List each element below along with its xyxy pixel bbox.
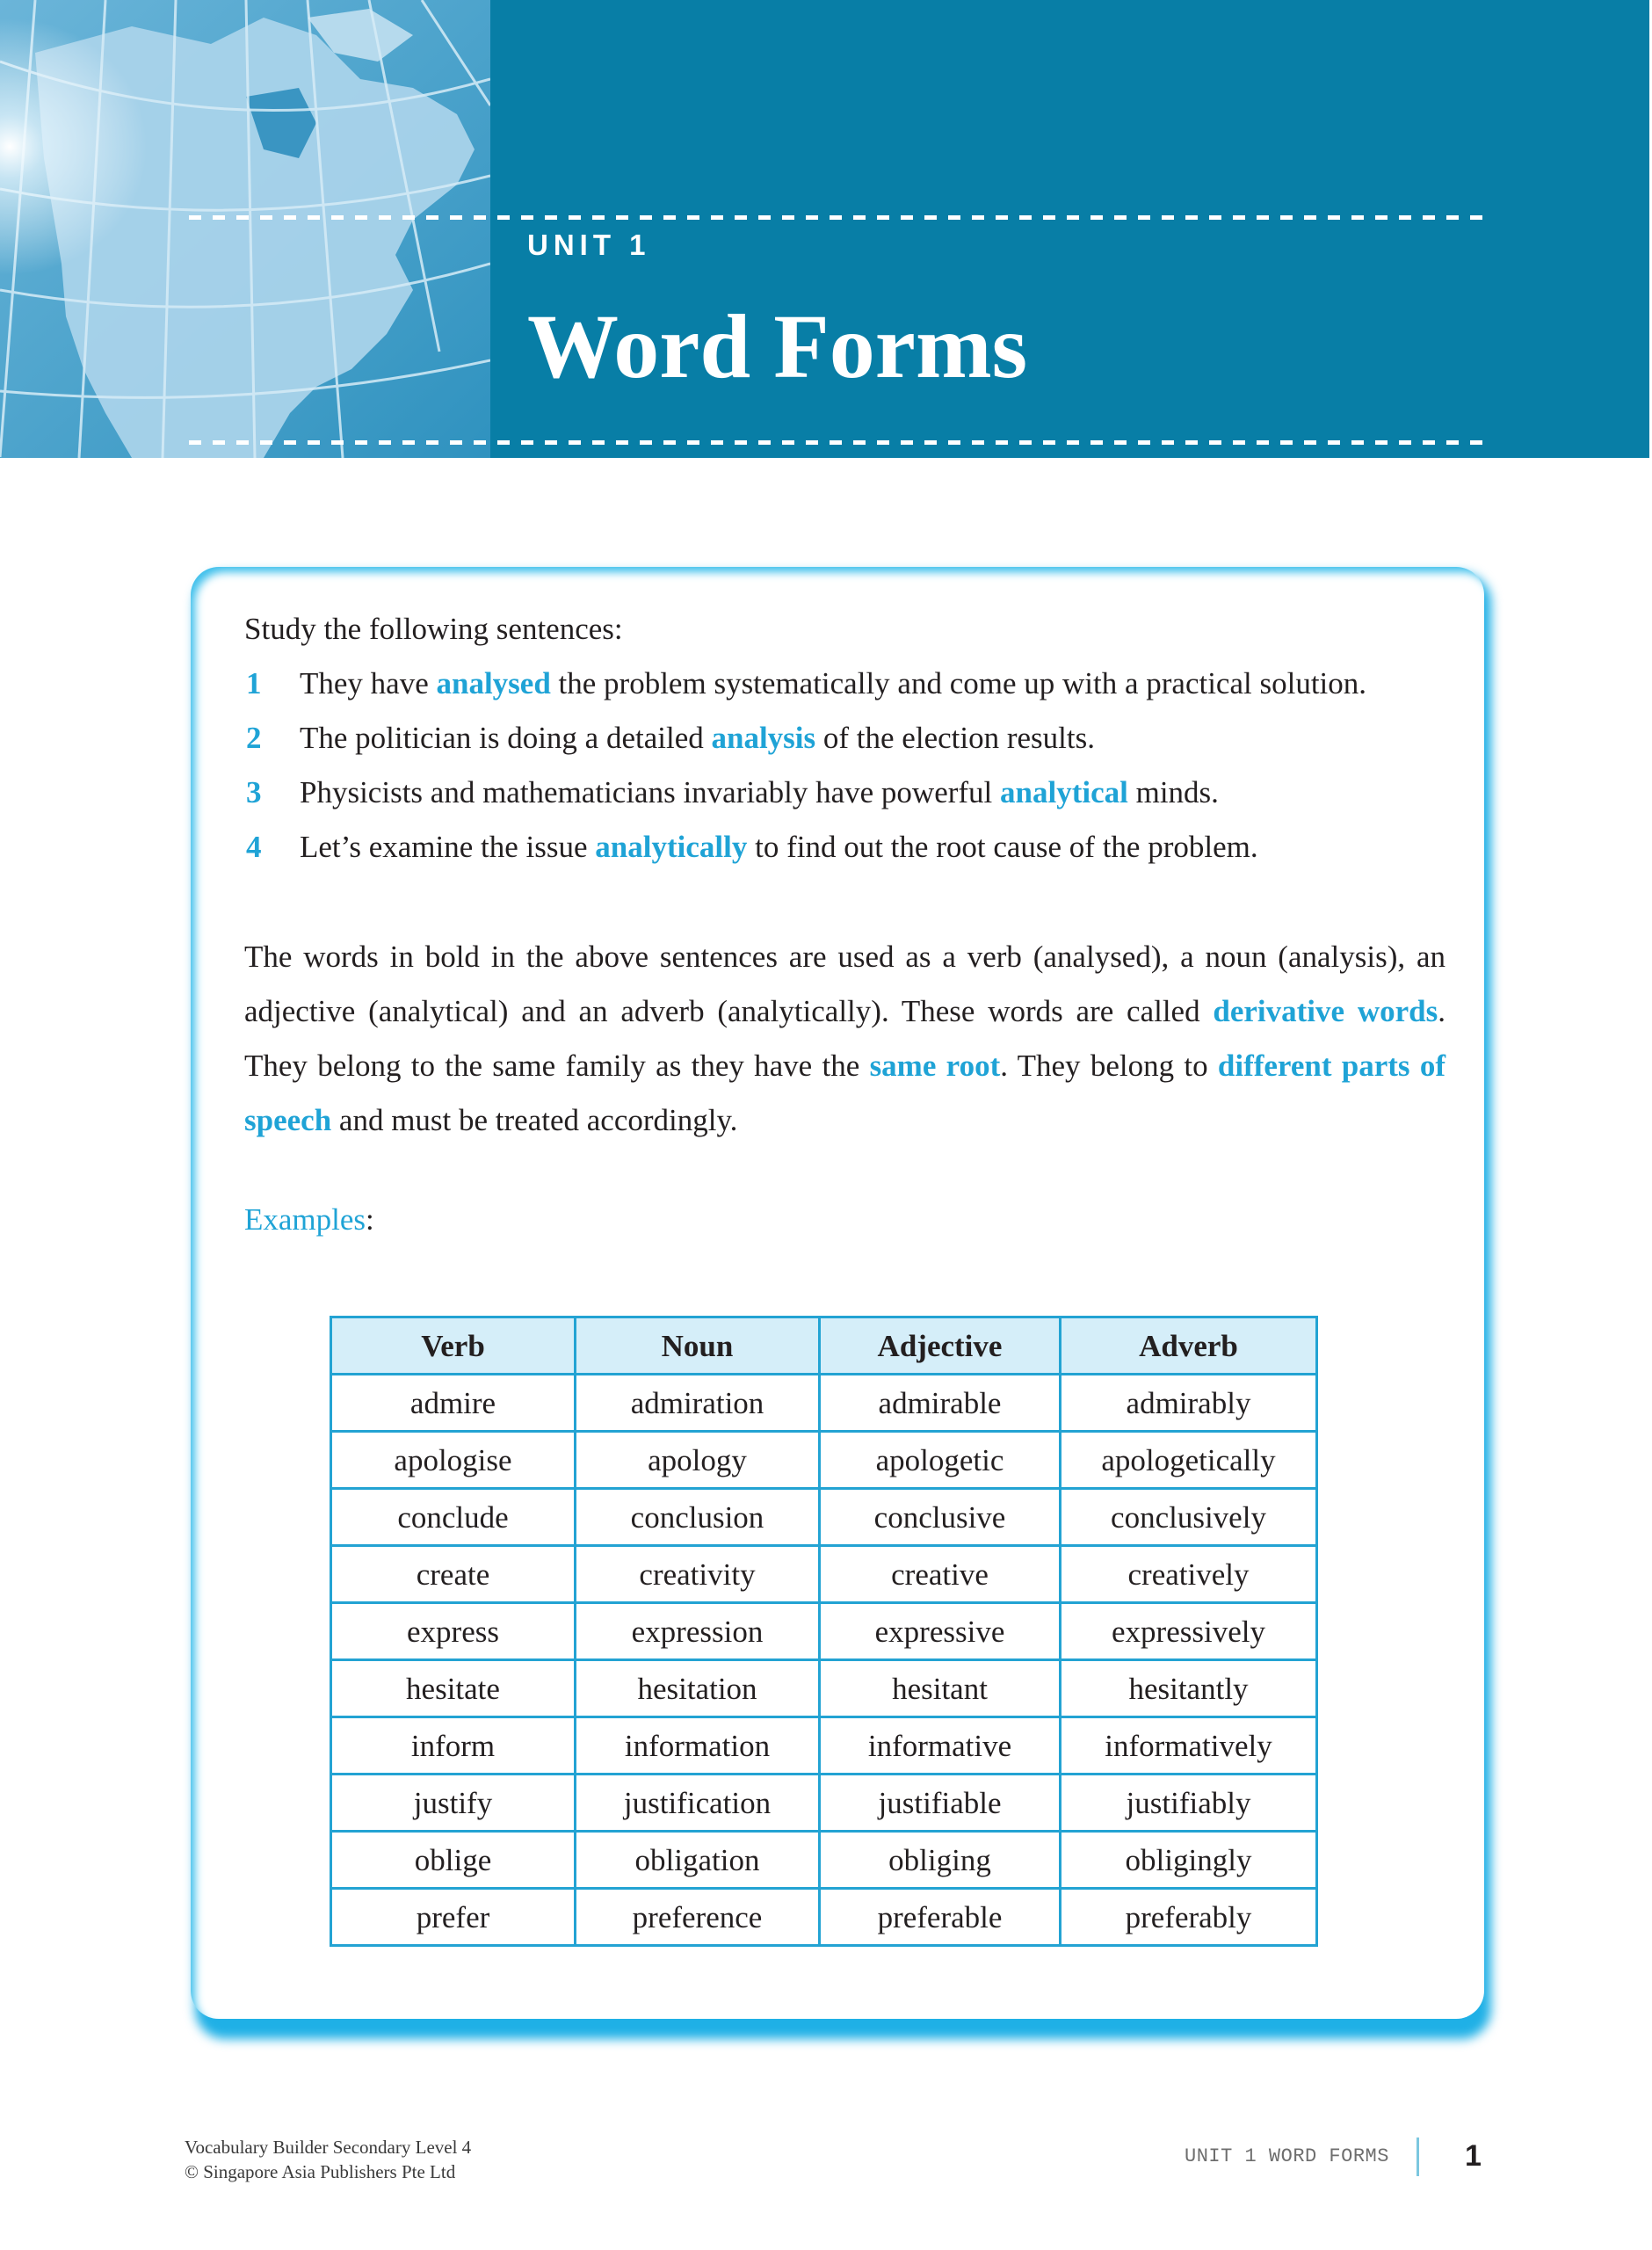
sentence-text <box>300 777 1219 808</box>
table-row <box>331 1660 1317 1717</box>
intro-text: Study the following sentences: <box>244 612 623 646</box>
table-cell: preference <box>576 1889 820 1946</box>
footer-copyright: © Singapore Asia Publishers Pte Ltd <box>185 2161 456 2182</box>
examples-label: Examples <box>244 1202 366 1237</box>
paragraph-text: and must be treated accordingly. <box>331 1103 738 1137</box>
table-cell: oblige <box>331 1832 576 1889</box>
table-cell: obliging <box>820 1832 1061 1889</box>
table-cell: creative <box>820 1546 1061 1603</box>
table-cell: inform <box>331 1717 576 1775</box>
table-cell: preferably <box>1061 1889 1317 1946</box>
highlighted-word: analytical <box>1000 775 1128 809</box>
sentence-number: 1 <box>246 666 262 700</box>
dashed-divider-bottom <box>189 440 1486 445</box>
table-cell: apologise <box>331 1432 576 1489</box>
table-cell: create <box>331 1546 576 1603</box>
table-row <box>331 1603 1317 1660</box>
table-row <box>331 1546 1317 1603</box>
footer-credits <box>185 2135 471 2184</box>
sentence-text-after: minds. <box>1127 775 1219 809</box>
sentence-text <box>300 668 1366 699</box>
table-cell: informatively <box>1061 1717 1317 1775</box>
table-cell: admirably <box>1061 1375 1317 1432</box>
paragraph-text: . They belong to <box>1000 1049 1218 1083</box>
footer-running-head: UNIT 1 WORD FORMS <box>1185 2145 1389 2167</box>
table-cell: conclusively <box>1061 1489 1317 1546</box>
table-cell: justification <box>576 1775 820 1832</box>
table-cell: expressive <box>820 1603 1061 1660</box>
table-cell: obligingly <box>1061 1832 1317 1889</box>
highlighted-word: analysed <box>436 666 551 700</box>
key-term-parts-of-speech: different parts of speech <box>244 1049 1446 1137</box>
sentence-text-after: to find out the root cause of the problem. <box>747 830 1258 864</box>
table-row <box>331 1717 1317 1775</box>
paragraph-text: The words in bold in the above sentences are used as a verb (analysed), a noun (analysis), an adjective (analytical) and an adverb (analytically). These words are called <box>244 940 1446 1028</box>
sentence-number: 3 <box>246 775 262 809</box>
table-row <box>331 1889 1317 1946</box>
table-row <box>331 1489 1317 1546</box>
page-title: Word Forms <box>527 296 1028 397</box>
dashed-divider-top <box>189 215 1486 220</box>
table-cell: expression <box>576 1603 820 1660</box>
table-cell: admiration <box>576 1375 820 1432</box>
column-header-verb: Verb <box>331 1317 576 1375</box>
table-cell: apologetic <box>820 1432 1061 1489</box>
table-header-row <box>331 1317 1317 1375</box>
column-header-noun: Noun <box>576 1317 820 1375</box>
sentence-text <box>300 831 1258 862</box>
sentence-number: 2 <box>246 721 262 755</box>
paragraph-text: . They belong to the same family as they have the <box>244 994 1446 1083</box>
examples-colon: : <box>366 1202 374 1237</box>
table-cell: conclusion <box>576 1489 820 1546</box>
table-cell: apologetically <box>1061 1432 1317 1489</box>
sentence-text-before: The politician is doing a detailed <box>300 721 712 755</box>
footer-divider <box>1417 2138 1419 2176</box>
sentence-text-after: of the election results. <box>815 721 1095 755</box>
unit-banner <box>0 0 1649 458</box>
table-cell: hesitantly <box>1061 1660 1317 1717</box>
table-cell: admire <box>331 1375 576 1432</box>
highlighted-word: analytically <box>595 830 748 864</box>
table-cell: conclusive <box>820 1489 1061 1546</box>
table-row <box>331 1432 1317 1489</box>
column-header-adverb: Adverb <box>1061 1317 1317 1375</box>
globe-north-america-icon <box>0 0 490 458</box>
explanation-paragraph <box>244 930 1446 1148</box>
sentence-number: 4 <box>246 830 262 864</box>
sentence-text-before: Let’s examine the issue <box>300 830 596 864</box>
footer-book-title: Vocabulary Builder Secondary Level 4 <box>185 2137 472 2158</box>
table-cell: information <box>576 1717 820 1775</box>
table-cell: expressively <box>1061 1603 1317 1660</box>
table-row <box>331 1375 1317 1432</box>
sentence-text-after: the problem systematically and come up with a practical solution. <box>550 666 1367 700</box>
table-cell: obligation <box>576 1832 820 1889</box>
column-header-adjective: Adjective <box>820 1317 1061 1375</box>
table-cell: prefer <box>331 1889 576 1946</box>
table-cell: admirable <box>820 1375 1061 1432</box>
key-term-derivative-words: derivative words <box>1213 994 1438 1028</box>
table-cell: hesitate <box>331 1660 576 1717</box>
table-cell: justify <box>331 1775 576 1832</box>
page-number: 1 <box>1465 2139 1482 2173</box>
sentence-text-before: Physicists and mathematicians invariably have powerful <box>300 775 1001 809</box>
table-cell: informative <box>820 1717 1061 1775</box>
table-cell: hesitation <box>576 1660 820 1717</box>
table-cell: creativity <box>576 1546 820 1603</box>
table-row <box>331 1775 1317 1832</box>
unit-label: UNIT 1 <box>527 229 651 261</box>
examples-heading <box>244 1204 374 1235</box>
table-cell: express <box>331 1603 576 1660</box>
table-cell: conclude <box>331 1489 576 1546</box>
table-cell: justifiable <box>820 1775 1061 1832</box>
sentence-text-before: They have <box>300 666 437 700</box>
table-cell: creatively <box>1061 1546 1317 1603</box>
table-row <box>331 1832 1317 1889</box>
table-cell: justifiably <box>1061 1775 1317 1832</box>
table-cell: apology <box>576 1432 820 1489</box>
table-cell: preferable <box>820 1889 1061 1946</box>
sentence-text <box>300 722 1095 753</box>
key-term-same-root: same root <box>869 1049 1001 1083</box>
highlighted-word: analysis <box>711 721 816 755</box>
table-cell: hesitant <box>820 1660 1061 1717</box>
word-forms-table <box>330 1316 1318 1947</box>
